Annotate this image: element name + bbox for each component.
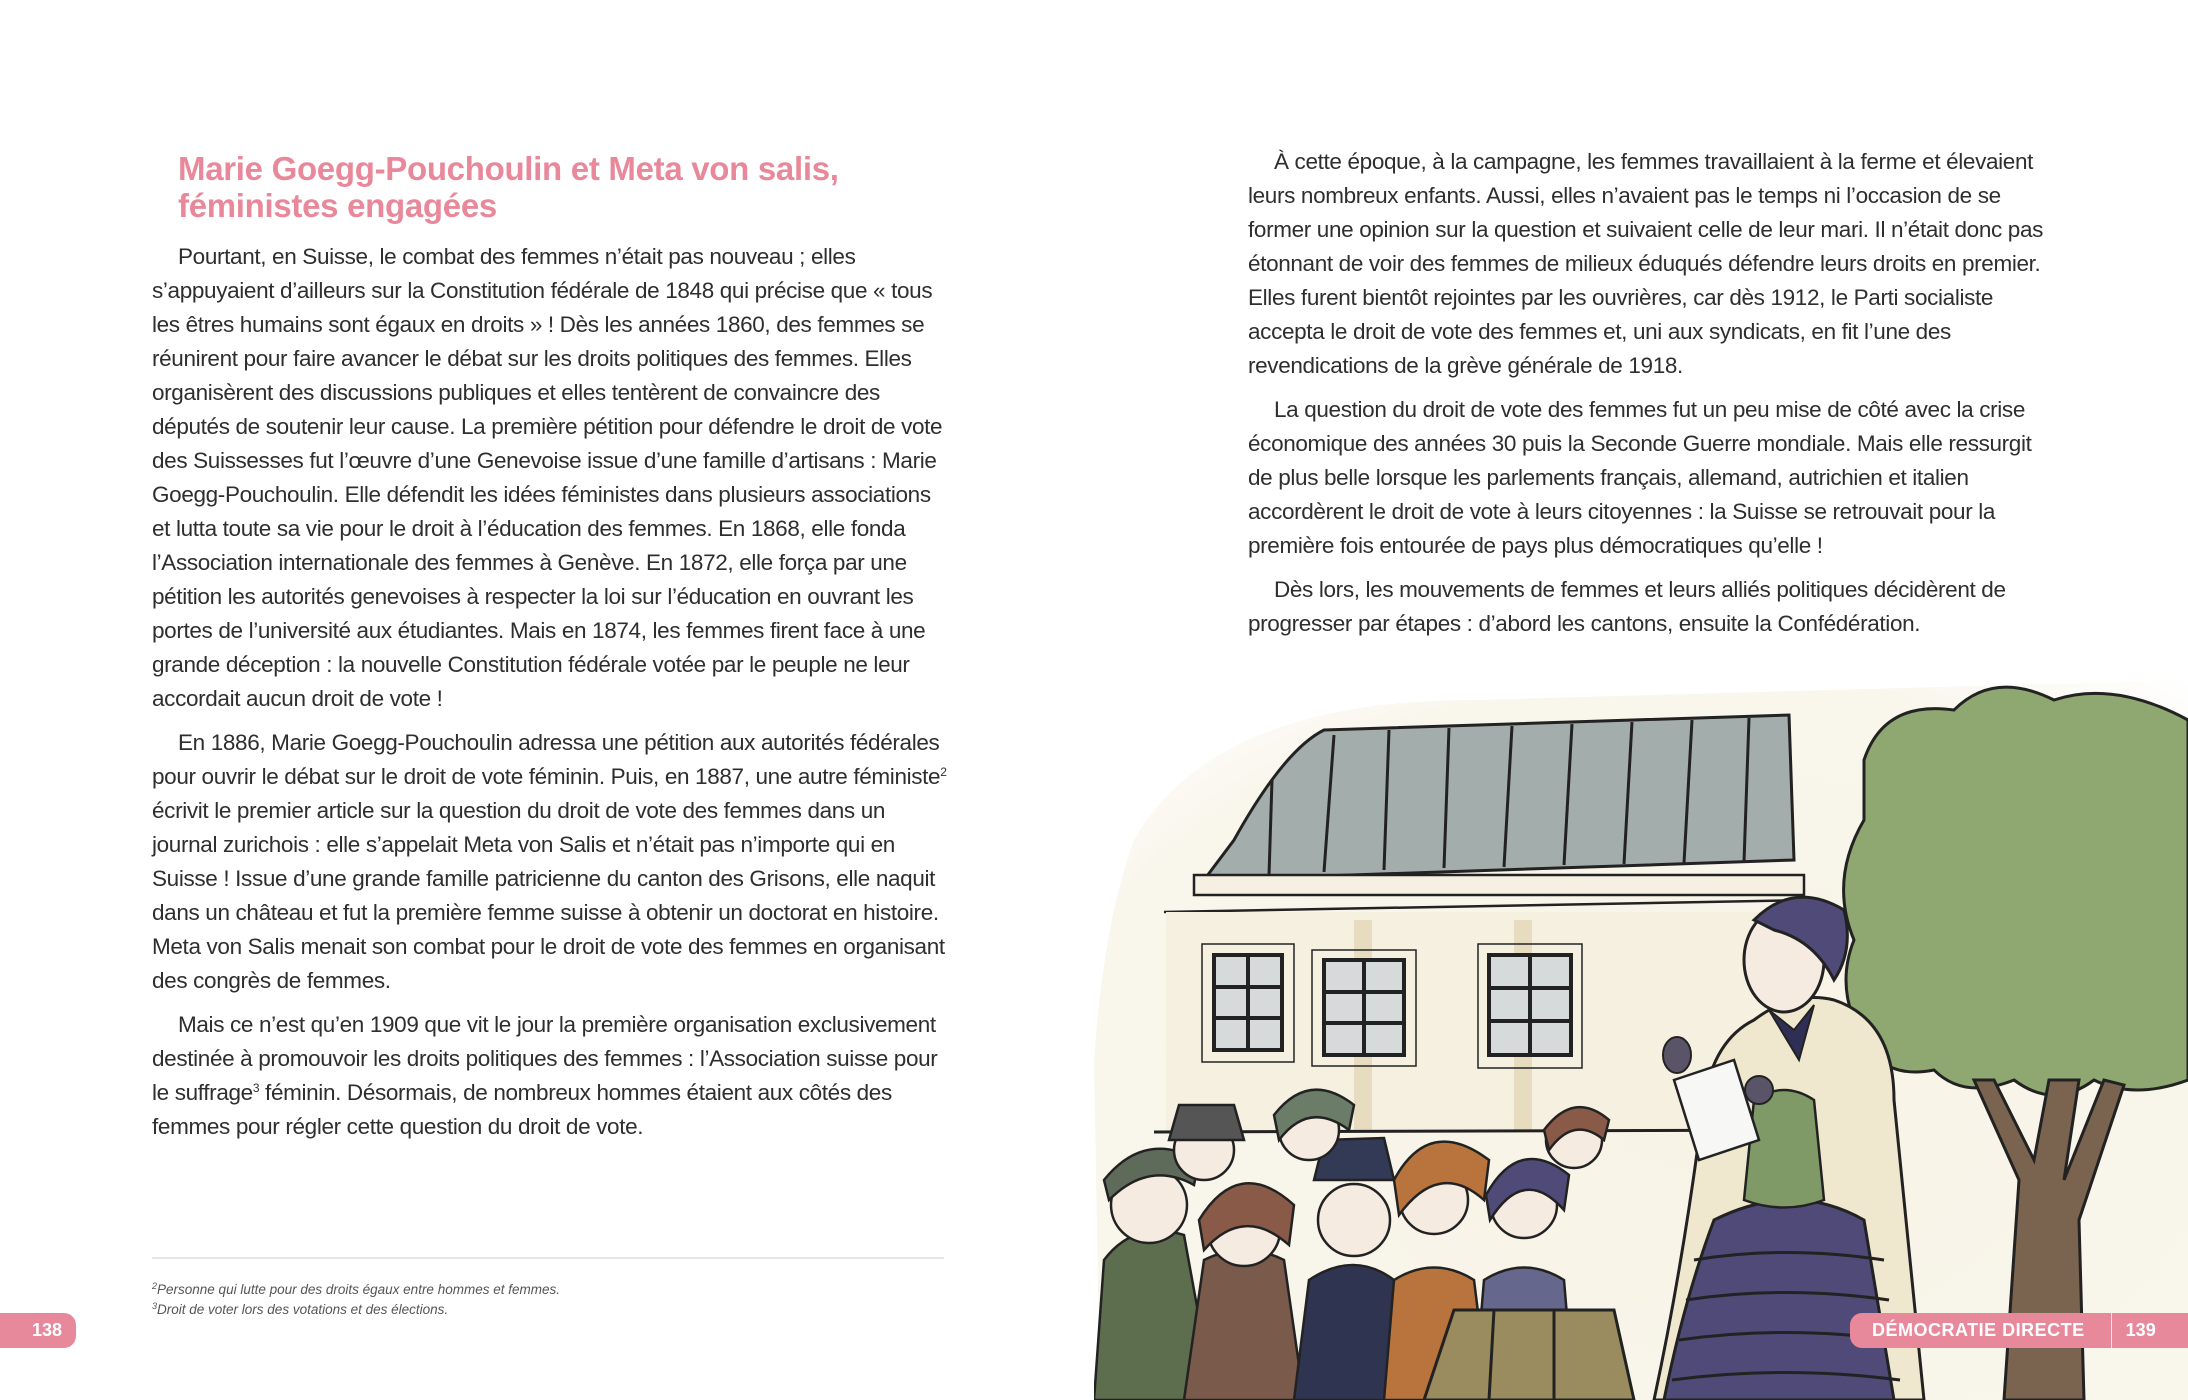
footnote-text: Personne qui lutte pour des droits égaux entre hommes et femmes.: [157, 1282, 560, 1297]
footnotes: [152, 1280, 944, 1320]
paragraph: [152, 726, 947, 998]
footnote-number: 2: [152, 1281, 158, 1291]
page-number: 139: [2125, 1320, 2156, 1340]
footnote-ref[interactable]: 2: [940, 765, 947, 779]
illustration-suffragist-speech: [1094, 660, 2188, 1400]
illustration-art: [1094, 660, 2188, 1400]
chapter-label: DÉMOCRATIE DIRECTE: [1872, 1320, 2085, 1340]
text-run: écrivit le premier article sur la question du droit de vote des femmes dans un journal zurichois : elle s’appelait Meta von Salis et n’était pas n’importe qui en Suisse ! Issue d’une grande famille patricienne du canton des Grisons, elle naquit dans un château et fut la première femme suisse à obtenir un doctorat en histoire. Meta von Salis menait son combat pour le droit de vote des femmes en organisant des congrès de femmes.: [152, 798, 945, 993]
footnote-ref[interactable]: 3: [252, 1081, 260, 1095]
text-run: En 1886, Marie Goegg-Pouchoulin adressa une pétition aux autorités fédérales pour ouvrir le débat sur le droit de vote féminin. Puis, en 1887, une autre féministe: [152, 730, 941, 789]
paragraph: [152, 1008, 947, 1144]
page-number-badge: [0, 1313, 76, 1348]
right-body-text: [1248, 145, 2043, 651]
left-body-text: [152, 240, 947, 1154]
paragraph: À cette époque, à la campagne, les femmes travaillaient à la ferme et élevaient leurs nombreux enfants. Aussi, elles n’avaient pas le temps ni l’occasion de se former une opinion sur la question et suivaient celle de leur mari. Il n’était donc pas étonnant de voir des femmes de milieux éduqués défendre leurs droits en premier. Elles furent bientôt rejointes par les ouvrières, car dès 1912, le Parti socialiste accepta le droit de vote des femmes et, uni aux syndicats, en fit l’une des revendications de la grève générale de 1918.: [1248, 149, 2044, 378]
text-run: Mais ce n’est qu’en 1909 que vit le jour la première organisation exclusivement destinée à promouvoir les droits politiques des femmes : l’Association suisse pour le suffrage: [152, 1012, 938, 1105]
section-title: Marie Goegg-Pouchoulin et Meta von salis, féministes engagées: [178, 150, 839, 224]
chapter-page-badge: [1850, 1313, 2188, 1348]
footnote-text: Droit de voter lors des votations et des élections.: [157, 1302, 449, 1317]
paragraph: Dès lors, les mouvements de femmes et leurs alliés politiques décidèrent de progresser par étapes : d’abord les cantons, ensuite la Confédération.: [1248, 577, 2006, 636]
page-number: 138: [31, 1320, 62, 1340]
paragraph: Pourtant, en Suisse, le combat des femmes n’était pas nouveau ; elles s’appuyaient d’ailleurs sur la Constitution fédérale de 1848 qui précise que « tous les êtres humains sont égaux en droits » ! Dès les années 1860, des femmes se réunirent pour faire avancer le débat sur les droits politiques des femmes. Elles organisèrent des discussions publiques et elles tentèrent de convaincre des députés de soutenir leur cause. La première pétition pour défendre le droit de vote des Suissesses fut l’œuvre d’une Genevoise issue d’une famille d’artisans : Marie Goegg-Pouchoulin. Elle défendit les idées féministes dans plusieurs associations et lutta toute sa vie pour le droit à l’éducation des femmes. En 1868, elle fonda l’Association internationale des femmes à Genève. En 1872, elle força par une pétition les autorités genevoises à respecter la loi sur l’éducation en ouvrant les portes de l’université aux étudiantes. Mais en 1874, les femmes firent face à une grande déception : la nouvelle Constitution fédérale votée par le peuple ne leur accordait aucun droit de vote !: [152, 244, 943, 711]
footnote-number: 3: [152, 1301, 158, 1311]
text-run: féminin. Désormais, de nombreux hommes étaient aux côtés des femmes pour régler cette question du droit de vote.: [152, 1080, 892, 1139]
footnote-divider: [152, 1257, 944, 1259]
footnote: [152, 1280, 944, 1300]
paragraph: La question du droit de vote des femmes fut un peu mise de côté avec la crise économique des années 30 puis la Seconde Guerre mondiale. Mais elle ressurgit de plus belle lorsque les parlements français, allemand, autrichien et italien accordèrent le droit de vote à leurs citoyennes : la Suisse se retrouvait pour la première fois entourée de pays plus démocratiques qu’elle !: [1248, 397, 2032, 558]
footnote: [152, 1300, 944, 1320]
badge-divider: [2111, 1313, 2112, 1348]
